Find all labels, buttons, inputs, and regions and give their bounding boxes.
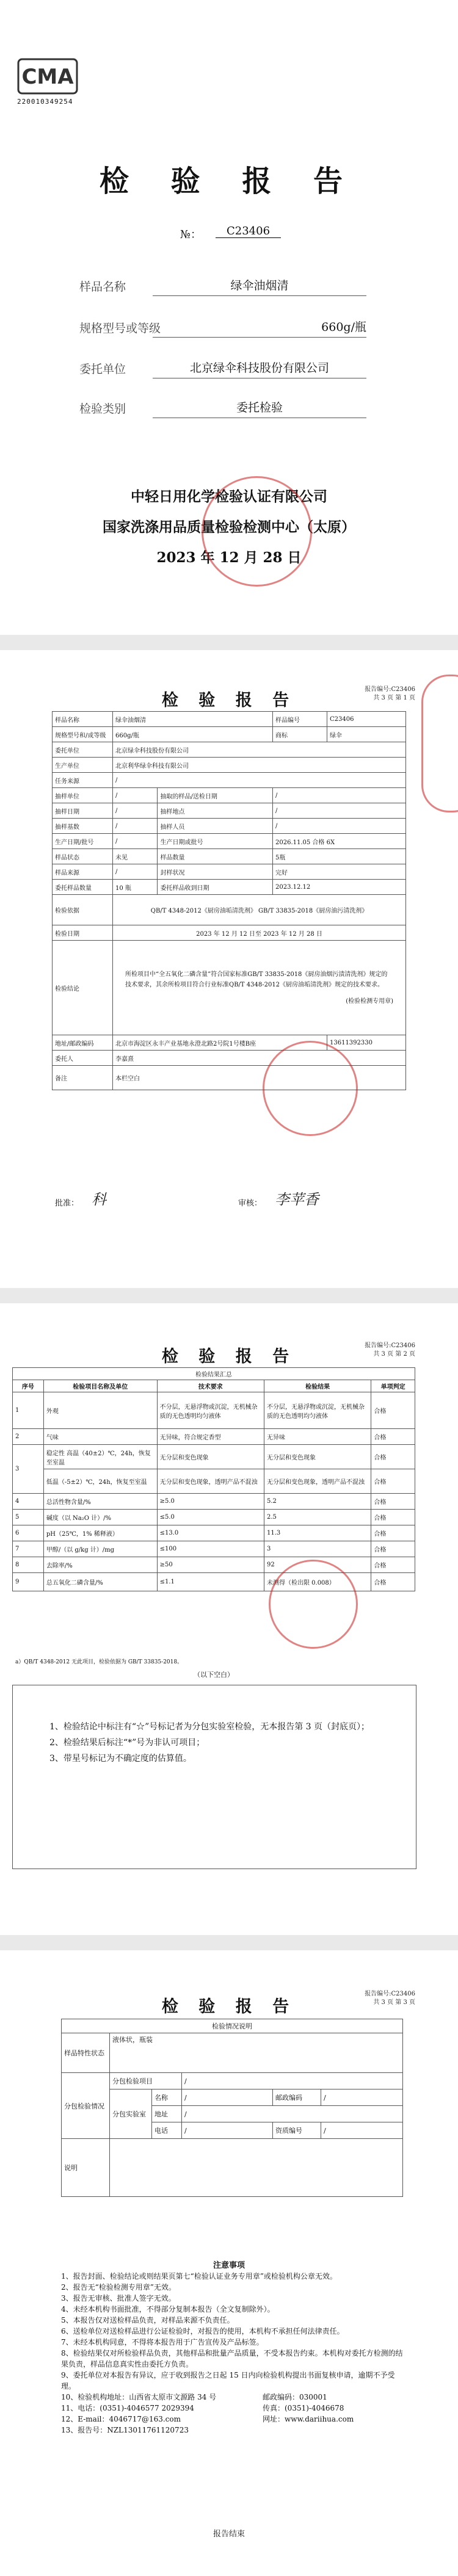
website: 网址：www.dariihua.com bbox=[263, 2415, 354, 2423]
subcontract-label: 分包检验情况 bbox=[62, 2073, 110, 2139]
cell: 抽取的样品/送检日期 bbox=[158, 788, 273, 803]
cell: 封样状况 bbox=[158, 864, 273, 880]
notice-item: 11、电话：(0351)-4046577 2029394 bbox=[61, 2404, 194, 2412]
cell: 抽样地点 bbox=[158, 803, 273, 819]
client-label: 委托单位 bbox=[79, 363, 126, 376]
notice-item: 1、报告封面、检验结论或则结果页第七“检验认证业务专用章”或检验机构公章无效。 bbox=[61, 2272, 337, 2281]
cell: 生产日期或批号 bbox=[158, 834, 273, 849]
org-line-2: 国家洗涤用品质量检验检测中心（太原） bbox=[103, 519, 355, 535]
cell: 5.2 bbox=[264, 1494, 371, 1510]
table-row bbox=[13, 1557, 415, 1573]
cell: 资质编号 bbox=[273, 2122, 321, 2139]
person-value: 李嘉熹 bbox=[113, 1051, 406, 1066]
table-header: 单项判定 bbox=[371, 1380, 415, 1392]
cell: ≥50 bbox=[157, 1557, 264, 1573]
cell: 合格 bbox=[371, 1525, 415, 1541]
cell: 合格 bbox=[371, 1494, 415, 1510]
cell: / bbox=[113, 773, 406, 788]
cell: 电话 bbox=[152, 2122, 182, 2139]
cell: 5 bbox=[13, 1510, 44, 1525]
table-header: 技术要求 bbox=[157, 1380, 264, 1392]
report-meta bbox=[365, 686, 415, 703]
report-page-1 bbox=[0, 650, 458, 1288]
cell: 合格 bbox=[371, 1557, 415, 1573]
cell: 2 bbox=[13, 1429, 44, 1445]
cell: 稳定性 高温（40±2）℃，24h，恢复至室温 bbox=[43, 1445, 157, 1469]
cell: 无分层和变色现象 bbox=[157, 1445, 264, 1469]
inspection-type-value: 委托检验 bbox=[153, 399, 366, 418]
cell: 抽样人员 bbox=[158, 819, 273, 834]
cell: pH（25℃，1% 稀释液） bbox=[43, 1525, 157, 1541]
cell: 无异味，符合规定香型 bbox=[157, 1429, 264, 1445]
cell: 样品编号 bbox=[273, 712, 327, 727]
contact-value: 北京市海淀区永丰产业基地永澄北路2号院1号楼B座 bbox=[113, 1035, 327, 1051]
cell: 660g/瓶 bbox=[113, 727, 273, 742]
cell: 气味 bbox=[43, 1429, 157, 1445]
cell: 样品数量 bbox=[158, 849, 273, 864]
cover-page bbox=[0, 0, 458, 635]
page-count: 共 3 页 第 3 页 bbox=[373, 1999, 415, 2006]
cell: ≤100 bbox=[157, 1541, 264, 1557]
cell: 总活性物含量/% bbox=[43, 1494, 157, 1510]
date-value: 2023 年 12 月 12 日至 2023 年 12 月 28 日 bbox=[113, 925, 406, 941]
table-row bbox=[13, 1392, 415, 1429]
cell: 合格 bbox=[371, 1392, 415, 1429]
remark-label: 说明 bbox=[62, 2139, 110, 2197]
page-count: 共 3 页 第 2 页 bbox=[373, 1351, 415, 1358]
address-row bbox=[61, 2392, 403, 2403]
cell: 抽样单位 bbox=[53, 788, 113, 803]
report-no-value: C23406 bbox=[216, 225, 281, 238]
cell: / bbox=[273, 819, 406, 834]
cell: 不分层，无悬浮物或沉淀，无机械杂质的无色透明均匀液体 bbox=[157, 1392, 264, 1429]
notice-item: 2、报告无“检验检测专用章”无效。 bbox=[61, 2283, 176, 2292]
postal-code: 邮政编码：030001 bbox=[263, 2393, 327, 2401]
table-row bbox=[13, 1510, 415, 1525]
cell: 合格 bbox=[371, 1469, 415, 1494]
notes-box bbox=[12, 1685, 416, 1869]
notice-item: 7、未经本机构同意，不得将本报告用于广告宣传及产品标签。 bbox=[61, 2338, 264, 2346]
cell: 任务来源 bbox=[53, 773, 113, 788]
notice-item: 3、报告无审核、批准人签字无效。 bbox=[61, 2294, 176, 2303]
cell: 碱度（以 Na₂O 计）/% bbox=[43, 1510, 157, 1525]
cell: 完好 bbox=[273, 864, 406, 880]
cell: 生产单位 bbox=[53, 758, 113, 773]
cell: ≤5.0 bbox=[157, 1510, 264, 1525]
cell: 邮政编码 bbox=[273, 2089, 321, 2106]
cell: 合格 bbox=[371, 1510, 415, 1525]
cell: 抽样日期 bbox=[53, 803, 113, 819]
cell: 2.5 bbox=[264, 1510, 371, 1525]
cell: 10 瓶 bbox=[113, 880, 158, 895]
cell: / bbox=[113, 864, 158, 880]
cell: 外观 bbox=[43, 1392, 157, 1429]
report-number: 报告编号:C23406 bbox=[365, 1991, 415, 1997]
cell: 样品来源 bbox=[53, 864, 113, 880]
cell: 总五氧化二磷含量/% bbox=[43, 1573, 157, 1591]
spec-label: 规格型号或等级 bbox=[79, 322, 161, 335]
cell: 2023.12.12 bbox=[273, 880, 406, 895]
cell: 8 bbox=[13, 1557, 44, 1573]
cell: 委托单位 bbox=[53, 742, 113, 758]
cell: / bbox=[113, 834, 158, 849]
report-meta bbox=[365, 1990, 415, 2007]
report-page-2 bbox=[0, 1303, 458, 1935]
official-seal bbox=[269, 1560, 358, 1649]
cell: C23406 bbox=[327, 712, 406, 727]
official-seal bbox=[202, 476, 312, 587]
cell: / bbox=[321, 2122, 403, 2139]
table-row bbox=[13, 1494, 415, 1510]
situation-title: 检验情况说明 bbox=[62, 2019, 403, 2033]
cell: 北京利华绿伞科技有限公司 bbox=[113, 758, 406, 773]
cell: / bbox=[182, 2122, 273, 2139]
cell: 1 bbox=[13, 1392, 44, 1429]
sample-name-label: 样品名称 bbox=[79, 280, 126, 294]
table-row bbox=[13, 1525, 415, 1541]
remark-label: 备注 bbox=[53, 1066, 113, 1090]
cell: 分包检验项目 bbox=[110, 2073, 182, 2089]
person-label: 委托人 bbox=[53, 1051, 113, 1066]
cell: 委托样品数量 bbox=[53, 880, 113, 895]
cell: 无异味 bbox=[264, 1429, 371, 1445]
end-of-results: （以下空白） bbox=[194, 1671, 234, 1679]
checker-signature: 李苹香 bbox=[275, 1191, 319, 1208]
cell: / bbox=[273, 788, 406, 803]
notice-title: 注意事项 bbox=[213, 2261, 245, 2270]
notice-item: 5、本报告仅对送检样品负责，对样品来源不负责任。 bbox=[61, 2316, 234, 2325]
cell: 合格 bbox=[371, 1541, 415, 1557]
cell: 合格 bbox=[371, 1445, 415, 1469]
edge-seal bbox=[421, 675, 458, 812]
cell: 5瓶 bbox=[273, 849, 406, 864]
conclusion-text: 所检项目中“全五氧化二磷含量”符合国家标准GB/T 33835-2018《厨房油烟污渍清洗剂》规定的技术要求，其余所检项目符合行业标准QB/T 4348-2012《厨房油垢清洗剂》规定的技术要求。 bbox=[125, 971, 388, 988]
cell: / bbox=[113, 819, 158, 834]
cell: 名称 bbox=[152, 2089, 182, 2106]
basis-label: 检验依据 bbox=[53, 895, 113, 925]
cell: 绿伞 bbox=[327, 727, 406, 742]
cell: 地址 bbox=[152, 2106, 182, 2122]
report-info-table bbox=[52, 711, 406, 1090]
results-table bbox=[12, 1367, 415, 1591]
approver-signature: 科 bbox=[92, 1191, 106, 1208]
cell: / bbox=[182, 2106, 403, 2122]
report-meta bbox=[365, 1342, 415, 1359]
official-seal bbox=[263, 1041, 358, 1136]
conclusion-label: 检验结论 bbox=[53, 941, 113, 1035]
desc-value: 液体状，瓶装 bbox=[110, 2033, 403, 2073]
checker-label: 审核： bbox=[238, 1199, 263, 1208]
notice-item: 4、未经本机构书面批准，不得部分复制本报告（全文复制除外）。 bbox=[61, 2305, 275, 2314]
sample-name-value: 绿伞油烟清 bbox=[153, 277, 366, 296]
contact-label: 地址/邮政编码 bbox=[53, 1035, 113, 1051]
cell: 绿伞油烟清 bbox=[113, 712, 273, 727]
page-title: 检 验 报 告 bbox=[161, 691, 297, 710]
seal-label: (检验检测专用章) bbox=[346, 997, 393, 1005]
table-header: 序号 bbox=[13, 1380, 44, 1392]
cell: 6 bbox=[13, 1525, 44, 1541]
report-end: 报告结束 bbox=[213, 2530, 245, 2539]
desc-label: 样品特性状态 bbox=[62, 2033, 110, 2073]
cma-logo-icon bbox=[17, 58, 78, 95]
cell: 分包实验室 bbox=[110, 2089, 152, 2139]
phone-row bbox=[61, 2403, 403, 2414]
cell: 4 bbox=[13, 1494, 44, 1510]
cma-code: 220010349254 bbox=[17, 98, 73, 106]
notice-list bbox=[61, 2271, 403, 2436]
remark-value: 本栏空白 bbox=[113, 1066, 406, 1090]
note-item: 2、检验结果后标注“*”号为非认可项目； bbox=[49, 1738, 205, 1748]
table-row bbox=[13, 1429, 415, 1445]
org-line-1: 中轻日用化学检验认证有限公司 bbox=[131, 488, 327, 505]
cell: / bbox=[113, 788, 158, 803]
cell: 无分层和变色现象，透明产品不混浊 bbox=[264, 1469, 371, 1494]
cell: 甲醇/（以 g/kg 计）/mg bbox=[43, 1541, 157, 1557]
cell: ≤13.0 bbox=[157, 1525, 264, 1541]
results-table-title: 检验结果汇总 bbox=[13, 1368, 415, 1380]
notice-item: 10、检验机构地址：山西省太原市文源路 34 号 bbox=[61, 2393, 217, 2401]
report-title: 检 验 报 告 bbox=[99, 164, 359, 198]
cell: 生产日期/批号 bbox=[53, 834, 113, 849]
cell: 未测得（检出限 0.008） bbox=[264, 1573, 371, 1591]
table-row bbox=[13, 1469, 415, 1494]
cell: 未见 bbox=[113, 849, 158, 864]
cell: ≥5.0 bbox=[157, 1494, 264, 1510]
report-number: 报告编号:C23406 bbox=[365, 686, 415, 693]
cell: 7 bbox=[13, 1541, 44, 1557]
cell: 商标 bbox=[273, 727, 327, 742]
cell: 9 bbox=[13, 1573, 44, 1591]
cell: / bbox=[273, 803, 406, 819]
report-date: 2023 年 12 月 28 日 bbox=[156, 549, 302, 566]
cell: 去除率/% bbox=[43, 1557, 157, 1573]
cell: / bbox=[321, 2089, 403, 2106]
email-row bbox=[61, 2414, 403, 2425]
client-value: 北京绿伞科技股份有限公司 bbox=[153, 359, 366, 378]
contact-phone: 13611392330 bbox=[327, 1035, 406, 1051]
cell: 不分层，无悬浮物或沉淀，无机械杂质的无色透明均匀液体 bbox=[264, 1392, 371, 1429]
table-row bbox=[13, 1445, 415, 1469]
spec-value: 660g/瓶 bbox=[153, 318, 366, 338]
basis-value: QB/T 4348-2012《厨房油垢清洗剂》 GB/T 33835-2018《厨房油污清洗剂》 bbox=[113, 895, 406, 925]
cell: 2026.11.05 合格 6X bbox=[273, 834, 406, 849]
cell: 无分层和变色现象，透明产品不混浊 bbox=[157, 1469, 264, 1494]
cell: 规格型号和/或等级 bbox=[53, 727, 113, 742]
cell: 样品名称 bbox=[53, 712, 113, 727]
page-title: 检 验 报 告 bbox=[161, 1997, 297, 2016]
page-count: 共 3 页 第 1 页 bbox=[373, 695, 415, 701]
note-item: 1、检验结论中标注有“☆”号标记者为分包实验室检验，无本报告第 3 页（封底页）； bbox=[49, 1722, 370, 1732]
cell: / bbox=[182, 2089, 273, 2106]
report-no-label: №： bbox=[180, 228, 202, 241]
cell: 低温（-5±2）℃，24h，恢复至室温 bbox=[43, 1469, 157, 1494]
results-footnote: a）QB/T 4348-2012 无此项目，检验依据为 GB/T 33835-2018。 bbox=[15, 1659, 183, 1665]
situation-table bbox=[61, 2019, 403, 2197]
cell: 合格 bbox=[371, 1429, 415, 1445]
conclusion-cell bbox=[113, 941, 406, 1035]
notice-item: 9、委托单位对本报告有异议，应于收到报告之日起 15 日内向检验机构提出书面复核申请，逾期不予受理。 bbox=[61, 2371, 395, 2390]
cell: 92 bbox=[264, 1557, 371, 1573]
table-row bbox=[13, 1541, 415, 1557]
inspection-type-label: 检验类别 bbox=[79, 402, 126, 416]
cell: 3 bbox=[13, 1445, 44, 1494]
cell: 抽样基数 bbox=[53, 819, 113, 834]
cell: / bbox=[113, 803, 158, 819]
fax: 传真：(0351)-4046678 bbox=[263, 2404, 344, 2412]
report-number: 报告编号:C23406 bbox=[365, 1342, 415, 1349]
cell: / bbox=[182, 2073, 403, 2089]
cell: ≤1.1 bbox=[157, 1573, 264, 1591]
table-header: 检验项目名称及单位 bbox=[43, 1380, 157, 1392]
notice-item: 13、报告号：NZL13011761120723 bbox=[61, 2426, 189, 2434]
table-header: 检验结果 bbox=[264, 1380, 371, 1392]
page-title: 检 验 报 告 bbox=[161, 1347, 297, 1366]
note-item: 3、带星号标记为不确定度的估算值。 bbox=[49, 1754, 192, 1764]
notice-item: 6、送检单位对送检样品进行公证检验时，对报告的使用，本机构不承担任何法律责任。 bbox=[61, 2327, 344, 2335]
cell: 委托样品收到日期 bbox=[158, 880, 273, 895]
cell: 无分层和变色现象 bbox=[264, 1445, 371, 1469]
notice-item: 8、检验结果仅对所检验样品负责，其他样品和批量产品质量，不受本报告约束。本机构对委托方检测的结果负责，样品信息真实性由委托方负责。 bbox=[61, 2349, 403, 2368]
approver-label: 批准： bbox=[55, 1199, 79, 1208]
date-label: 检验日期 bbox=[53, 925, 113, 941]
cell: 北京绿伞科技股份有限公司 bbox=[113, 742, 406, 758]
cell: 11.3 bbox=[264, 1525, 371, 1541]
cell: 合格 bbox=[371, 1573, 415, 1591]
svg-text:CMA: CMA bbox=[21, 65, 74, 89]
report-page-3 bbox=[0, 1950, 458, 2576]
notice-item: 12、E-mail：4046717@163.com bbox=[61, 2415, 181, 2423]
cell: 3 bbox=[264, 1541, 371, 1557]
cell: 样品状态 bbox=[53, 849, 113, 864]
